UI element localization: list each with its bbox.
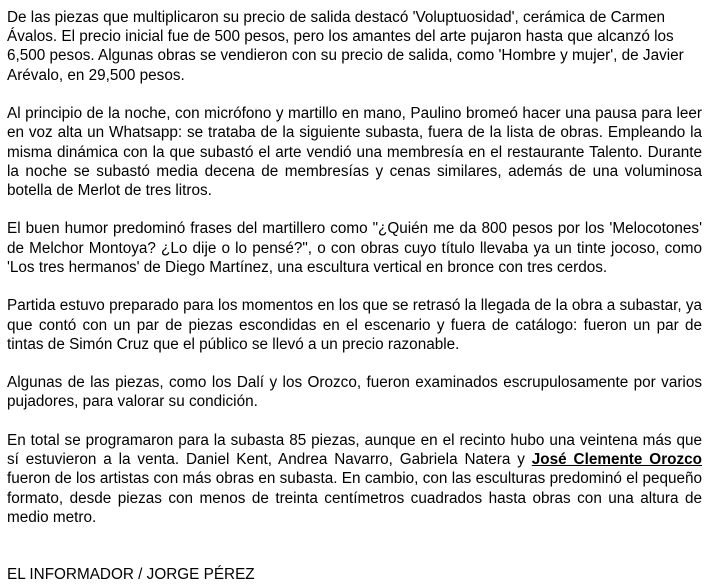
paragraph-dali-orozco: Algunas de las piezas, como los Dalí y los Orozco, fueron examinados escrupulosamente por varios pujadores, para valorar su condición. [7, 374, 702, 411]
paragraph-humor: El buen humor predominó frases del martillero como "¿Quién me da 800 pesos por los 'Melocotones' de Melchor Montoya? ¿Lo dije o lo pensé?", o con obras cuyo título llevaba ya un tinte jocoso, como 'Los tres hermanos' de Diego Martínez, una escultura vertical en bronce con tres cerdos. [7, 220, 702, 276]
paragraph-voluptuosidad: De las piezas que multiplicaron su precio de salida destacó 'Voluptuosidad', cerámica de Carmen Ávalos. El precio inicial fue de 500 pesos, pero los amantes del arte pujaron hasta que alcanzó los 6,500 pesos. Algunas obras se vendieron con su precio de salida, como 'Hombre y mujer', de Javier Arévalo, en 29,500 pesos. [7, 9, 684, 84]
paragraph-whatsapp-auction: Al principio de la noche, con micrófono y martillo en mano, Paulino bromeó hacer una pausa para leer en voz alta un Whatsapp: se trataba de la siguiente subasta, fuera de la lista de obras. Empleando la misma dinámica con la que subastó el arte vendió una membresía en el restaurante Talento. Durante la noche se subastó media decena de membresías y cenas similares, además de una voluminosa botella de Merlot de tres litros. [7, 105, 702, 199]
jose-clemente-orozco-link[interactable]: José Clemente Orozco [531, 451, 702, 469]
paragraph-hidden-pieces: Partida estuvo preparado para los momentos en los que se retrasó la llegada de la obra a subastar, ya que contó con un par de piezas escondidas en el escenario y fuera de catálogo: fueron un par de tintas de Simón Cruz que el público se llevó a un precio razonable. [7, 297, 702, 353]
paragraph-text-after-link: fueron de los artistas con más obras en subasta. En cambio, con las esculturas predominó el pequeño formato, desde piezas con menos de treinta centímetros cuadrados hasta obras con una altura de medio metro. [7, 470, 702, 526]
paragraph-text-before-link: En total se programaron para la subasta 85 piezas, aunque en el recinto hubo una veintena más que sí estuvieron a la venta. Daniel Kent, Andrea Navarro, Gabriela Natera y [7, 431, 702, 469]
article-credit: EL INFORMADOR / JORGE PÉREZ [7, 565, 255, 583]
paragraph-total-pieces [7, 431, 702, 527]
